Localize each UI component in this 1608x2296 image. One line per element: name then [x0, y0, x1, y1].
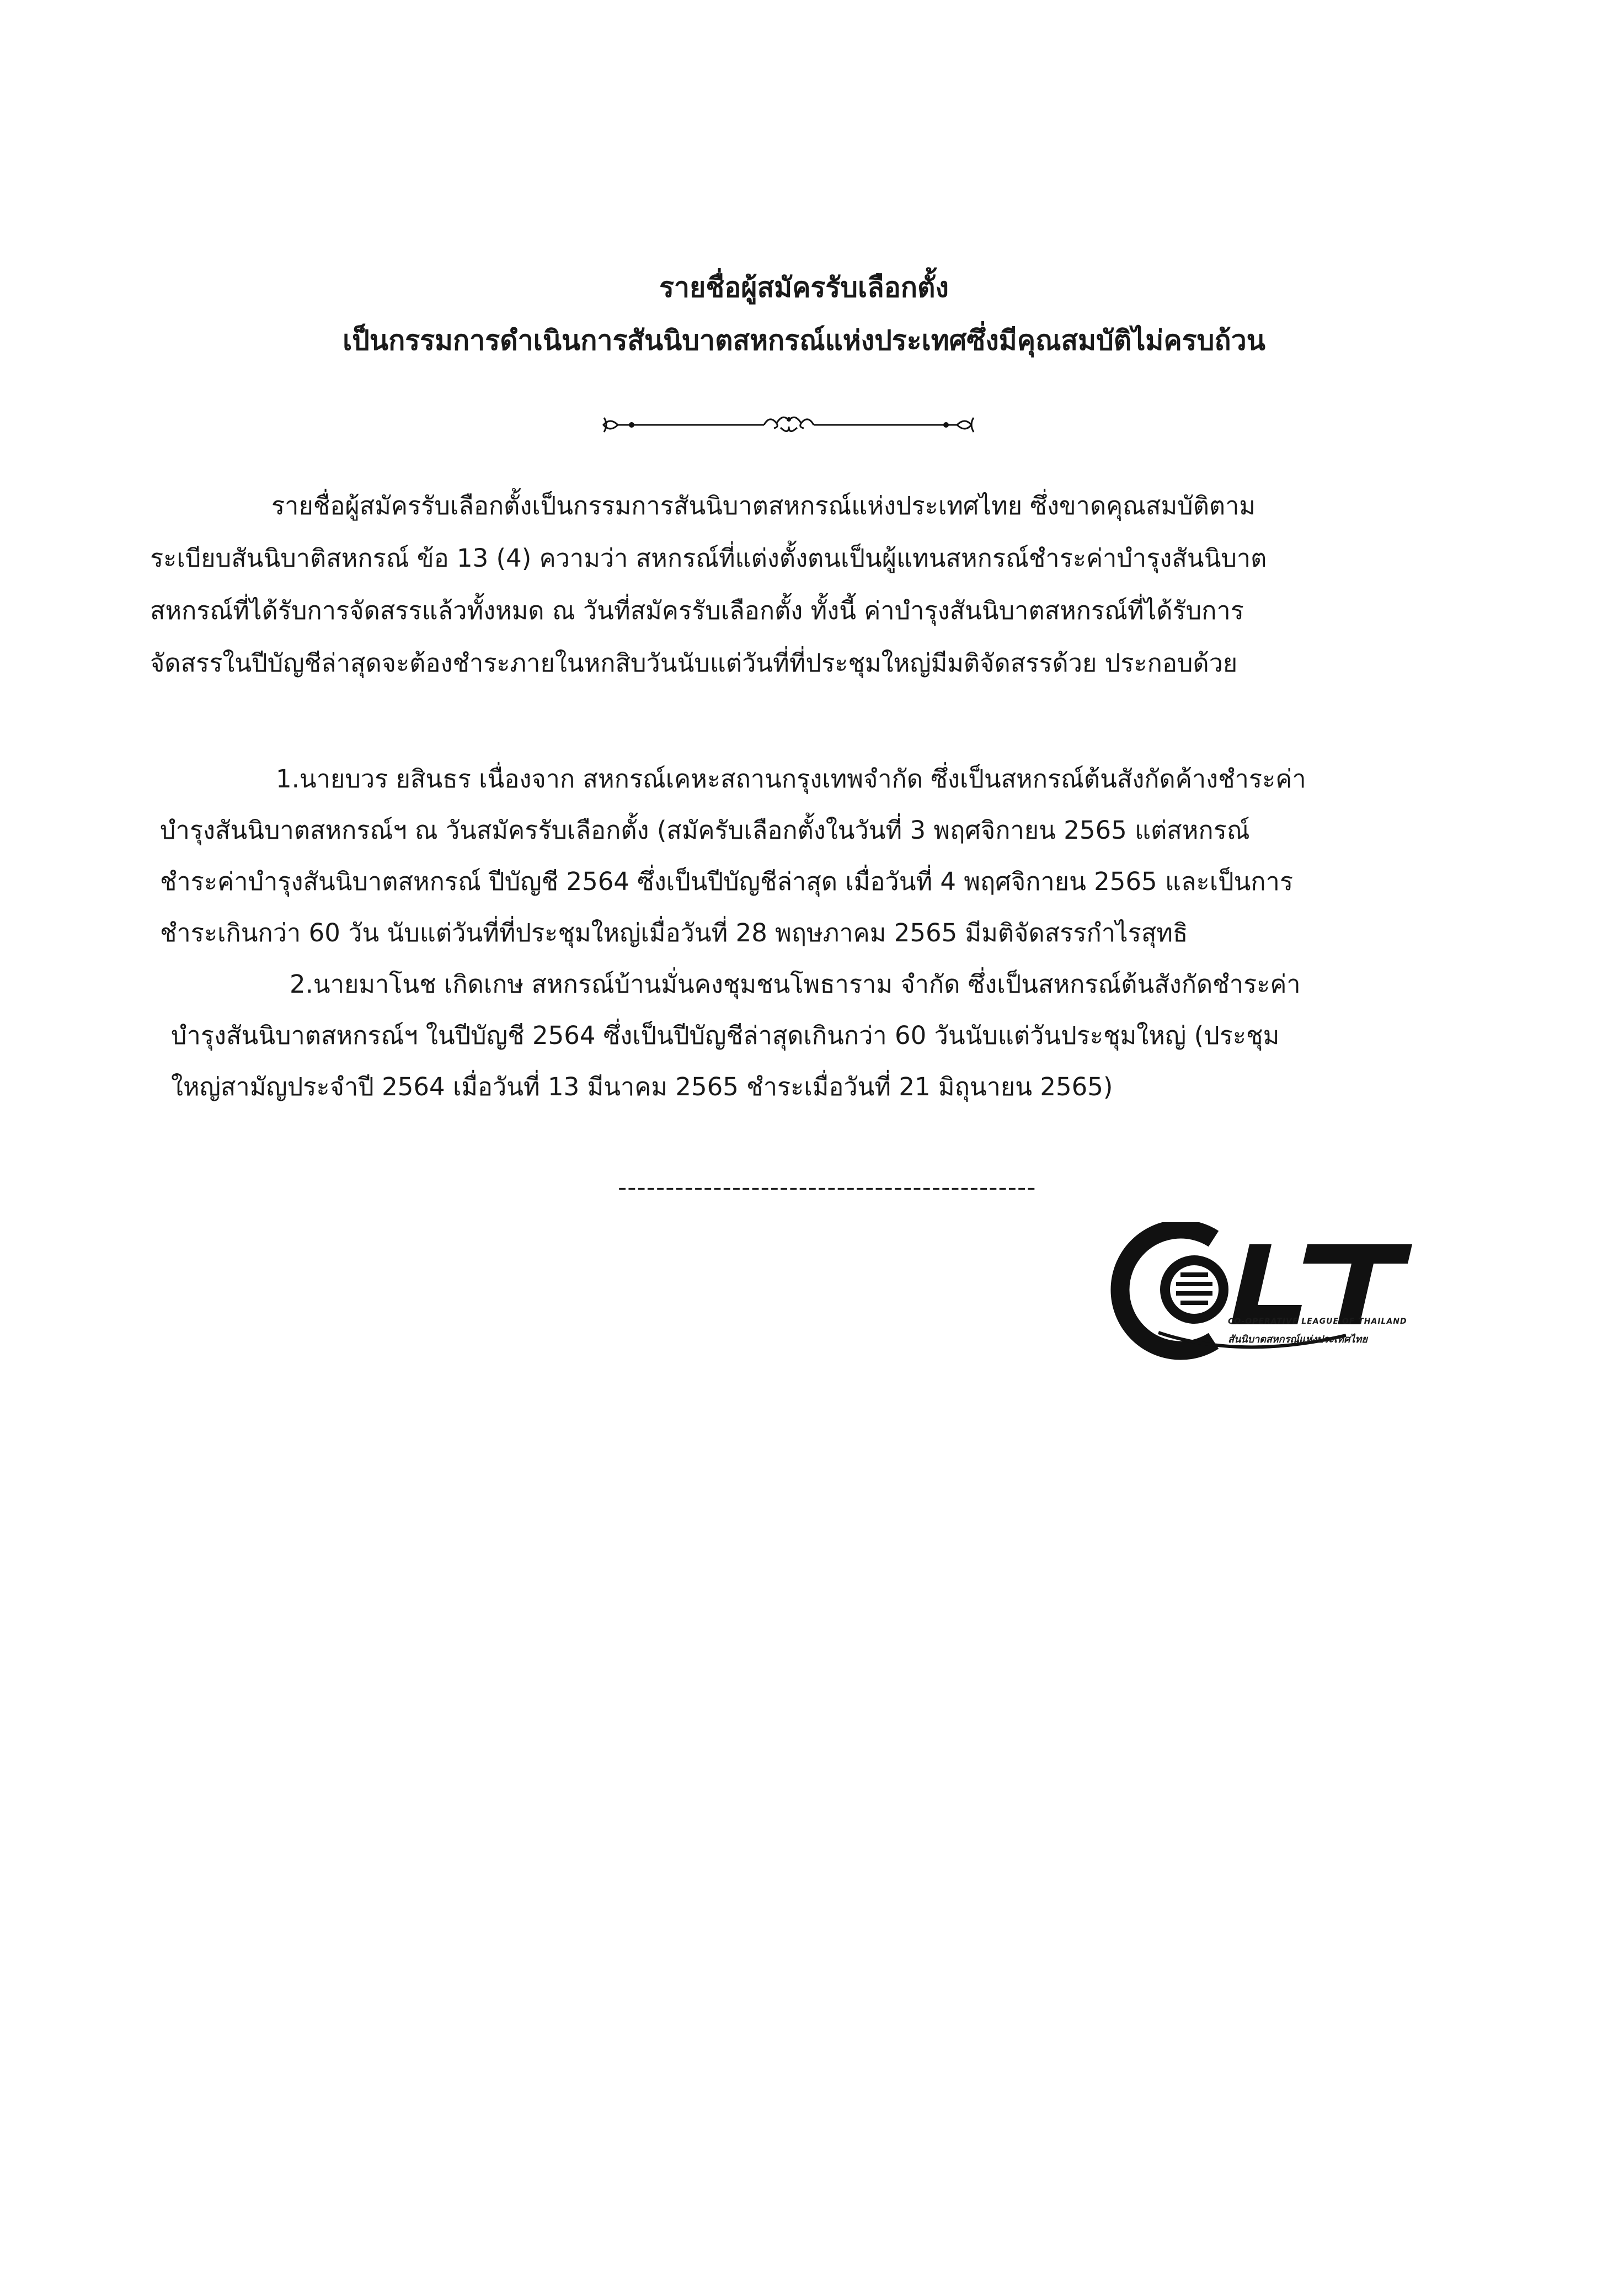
- ornament-divider-icon: [596, 406, 982, 444]
- item-2-line: บำรุงสันนิบาตสหกรณ์ฯ ในปีบัญชี 2564 ซึ่งเป็นปีบัญชีล่าสุดเกินกว่า 60 วันนับแต่วันประชุมใหญ่ (ประชุม: [171, 1021, 1280, 1050]
- intro-line: สหกรณ์ที่ได้รับการจัดสรรแล้วทั้งหมด ณ วันที่สมัครรับเลือกตั้ง ทั้งนี้ ค่าบำรุงสันนิบาตสหกรณ์ที่ได้รับการ: [150, 596, 1244, 625]
- logo-thai-text: สันนิบาตสหกรณ์แห่งประเทศไทย: [1228, 1334, 1367, 1345]
- separator-line: --------------------------------------------: [618, 1173, 1037, 1202]
- intro-line: รายชื่อผู้สมัครรับเลือกตั้งเป็นกรรมการสันนิบาตสหกรณ์แห่งประเทศไทย ซึ่งขาดคุณสมบัติตาม: [271, 491, 1256, 520]
- item-2-line: ใหญ่สามัญประจำปี 2564 เมื่อวันที่ 13 มีนาคม 2565 ชำระเมื่อวันที่ 21 มิถุนายน 2565): [171, 1072, 1113, 1101]
- logo-english-text: CO-OPERATIVE LEAGUE OF THAILAND: [1228, 1317, 1407, 1326]
- intro-line: ระเบียบสันนิบาติสหกรณ์ ข้อ 13 (4) ความว่า สหกรณ์ที่แต่งตั้งตนเป็นผู้แทนสหกรณ์ชำระค่าบำรุงสันนิบาต: [150, 544, 1267, 573]
- item-1-line: บำรุงสันนิบาตสหกรณ์ฯ ณ วันสมัครรับเลือกตั้ง (สมัครับเลือกตั้งในวันที่ 3 พฤศจิกายน 2565 แต่สหกรณ์: [160, 816, 1250, 845]
- item-1-line: 1.นายบวร ยสินธร เนื่องจาก สหกรณ์เคหะสถานกรุงเทพจำกัด ซึ่งเป็นสหกรณ์ต้นสังกัดค้างชำระค่า: [276, 764, 1306, 793]
- intro-line: จัดสรรในปีบัญชีล่าสุดจะต้องชำระภายในหกสิบวันนับแต่วันที่ที่ประชุมใหญ่มีมติจัดสรรด้วย ประกอบด้วย: [150, 648, 1238, 678]
- item-1-line: ชำระเกินกว่า 60 วัน นับแต่วันที่ที่ประชุมใหญ่เมื่อวันที่ 28 พฤษภาคม 2565 มีมติจัดสรรกำไรสุทธิ: [160, 918, 1188, 947]
- document-subtitle: เป็นกรรมการดำเนินการสันนิบาตสหกรณ์แห่งประเทศซึ่งมีคุณสมบัติไม่ครบถ้วน: [343, 324, 1265, 356]
- document-title: รายชื่อผู้สมัครรับเลือกตั้ง: [659, 271, 949, 303]
- item-1-line: ชำระค่าบำรุงสันนิบาตสหกรณ์ ปีบัญชี 2564 ซึ่งเป็นปีบัญชีล่าสุด เมื่อวันที่ 4 พฤศจิกายน 2565 และเป็นการ: [160, 867, 1294, 896]
- item-2-line: 2.นายมาโนช เกิดเกษ สหกรณ์บ้านมั่นคงชุมชนโพธาราม จำกัด ซึ่งเป็นสหกรณ์ต้นสังกัดชำระค่า: [290, 969, 1301, 999]
